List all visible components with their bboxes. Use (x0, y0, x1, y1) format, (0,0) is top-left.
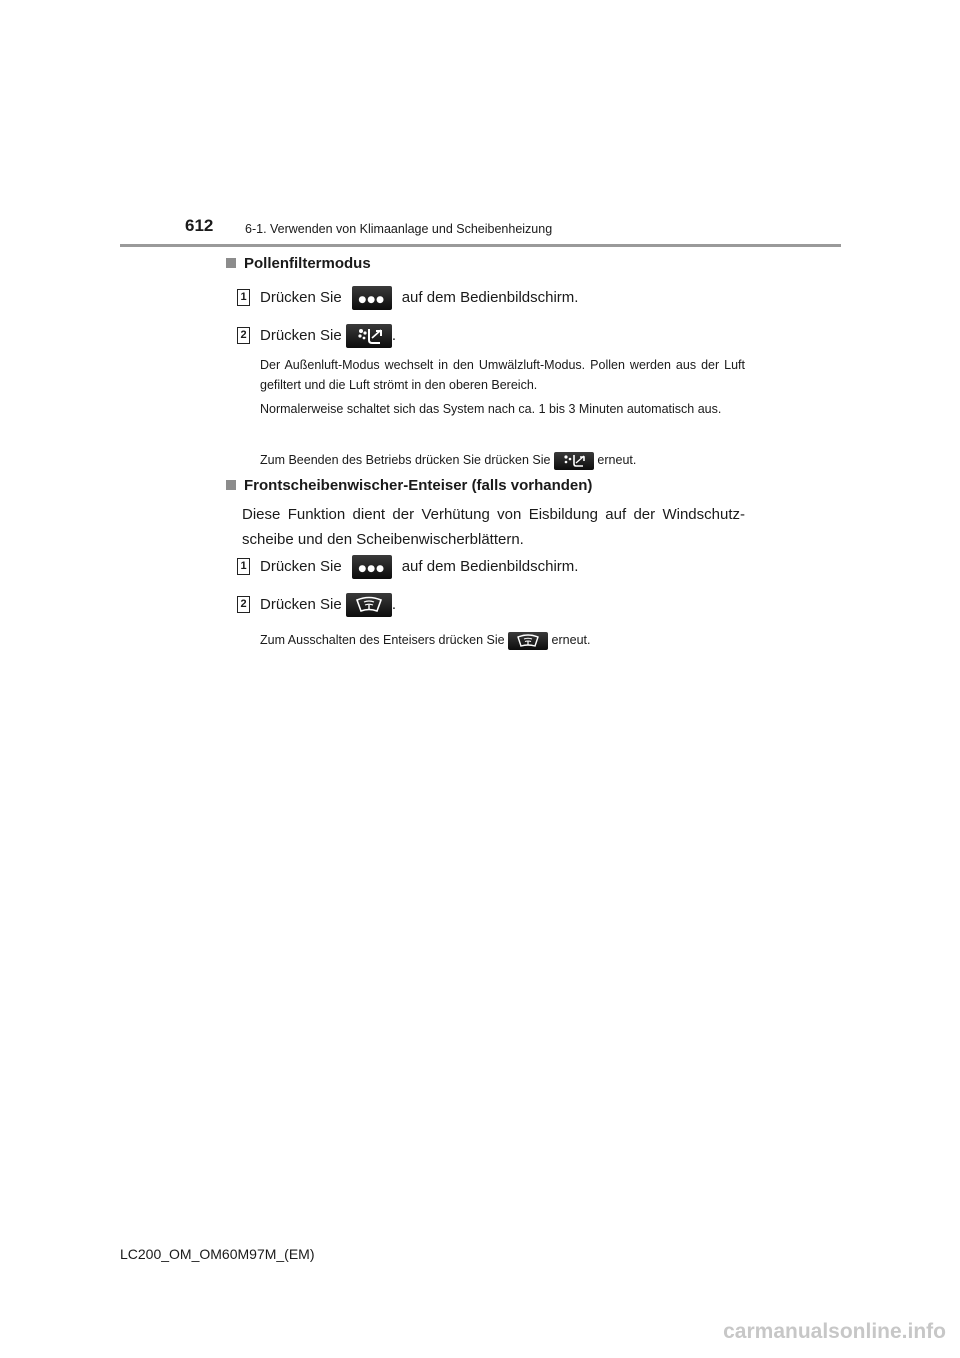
step-text: Drücken Sie (260, 288, 342, 306)
document-code: LC200_OM_OM60M97M_(EM) (120, 1246, 315, 1262)
step-text: Drücken Sie (260, 595, 342, 613)
windshield-wiper-deicer-icon (346, 593, 392, 617)
step-number-badge: 2 (237, 327, 250, 344)
deicer-button (346, 593, 392, 617)
windshield-wiper-deicer-icon (508, 632, 548, 650)
pollen-filter-icon (346, 324, 392, 348)
pollen-filter-icon (554, 452, 594, 470)
more-options-icon: ●●● (358, 564, 385, 574)
step-2-instruction (260, 593, 396, 617)
chapter-title: 6-1. Verwenden von Klimaanlage und Scheibenheizung (245, 222, 553, 236)
note-text: erneut. (551, 633, 591, 647)
more-options-button (352, 555, 392, 579)
section-bullet (226, 258, 236, 268)
more-options-button (352, 286, 392, 310)
step-number-badge: 2 (237, 596, 250, 613)
note-text: erneut. (597, 453, 637, 467)
note-paragraph: Normalerweise schaltet sich das System nach ca. 1 bis 3 Minuten automatisch aus. (260, 402, 722, 416)
deicer-button (508, 632, 548, 650)
note-paragraph (260, 450, 636, 470)
step-text: . (391, 326, 397, 344)
step-text: Drücken Sie (260, 557, 342, 575)
pollen-filter-button (346, 324, 392, 348)
section-intro: Diese Funktion dient der Verhütung von Eisbildung auf der Windschutz-scheibe und den Scheibenwischerblättern. (242, 506, 745, 548)
more-options-icon: ●●● (358, 295, 385, 305)
step-text: . (391, 595, 397, 613)
section-title: Pollenfiltermodus (244, 255, 371, 272)
note-text: Zum Beenden des Betriebs drücken Sie drücken Sie (260, 453, 551, 467)
note-paragraph (260, 630, 590, 650)
step-2-instruction (260, 324, 396, 348)
section-heading-pollen (226, 255, 371, 272)
pollen-filter-button (554, 452, 594, 470)
step-number-badge: 1 (237, 558, 250, 575)
step-text: auf dem Bedienbildschirm. (401, 288, 579, 306)
section-title: Frontscheibenwischer-Enteiser (falls vorhanden) (244, 477, 593, 494)
page-number: 612 (185, 216, 214, 235)
watermark: carmanualsonline.info (723, 1320, 946, 1343)
step-text: auf dem Bedienbildschirm. (401, 557, 579, 575)
note-text: Zum Ausschalten des Enteisers drücken Sie (260, 633, 505, 647)
step-text: Drücken Sie (260, 326, 342, 344)
step-number-badge: 1 (237, 289, 250, 306)
note-paragraph: Der Außenluft-Modus wechselt in den Umwälzluft-Modus. Pollen werden aus der Luft gefiltert und die Luft strömt in den oberen Bereich. (260, 358, 745, 392)
section-heading-deicer (226, 477, 592, 494)
section-bullet (226, 480, 236, 490)
step-1-instruction (260, 555, 578, 579)
header-divider (120, 244, 841, 247)
step-1-instruction (260, 286, 578, 310)
